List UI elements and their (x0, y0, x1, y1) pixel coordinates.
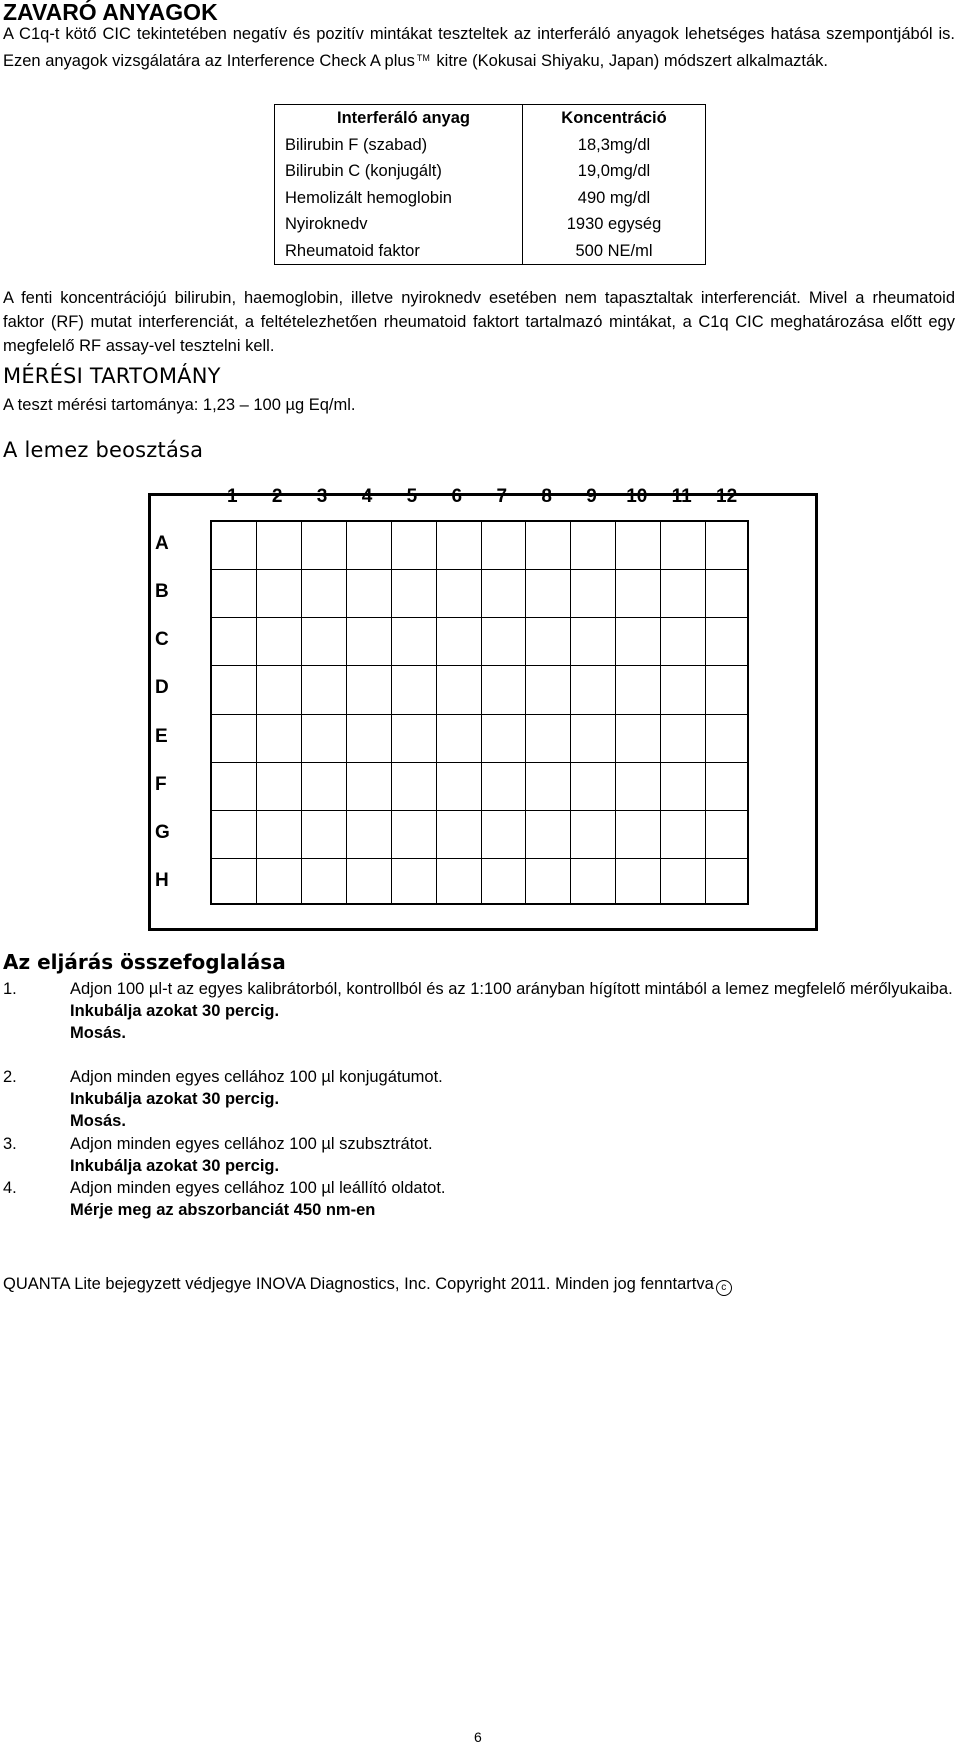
section-title-procedure: Az eljárás összefoglalása (3, 950, 286, 974)
plate-column-divider (615, 522, 616, 903)
plate-grid (210, 520, 749, 905)
plate-row-label: B (155, 581, 169, 603)
footer-copyright (3, 1275, 732, 1296)
table-cell-concentration: 1930 egység (523, 211, 706, 238)
plate-column-divider (301, 522, 302, 903)
plate-row-label: D (155, 677, 169, 699)
section-title-range: MÉRÉSI TARTOMÁNY (3, 364, 221, 388)
table-cell-concentration: 490 mg/dl (523, 185, 706, 212)
step-number: 4. (3, 1179, 17, 1197)
plate-row-label: C (155, 629, 169, 651)
step-text: Adjon 100 µl-t az egyes kalibrátorból, kontrollból és az 1:100 arányban hígított mintából a lemez megfelelő mérőlyukaiba. (70, 980, 953, 998)
section-title-plate: A lemez beosztása (3, 438, 204, 462)
table-cell-substance: Nyiroknedv (285, 215, 368, 233)
procedure-step-4 (3, 1177, 955, 1221)
plate-layout-diagram (148, 486, 818, 931)
intro-text-part1: A C1q-t kötő CIC tekintetében negatív és pozitív mintákat teszteltek az interferáló anyagok lehetséges hatása szempontjából is. Ezen anyagok vizsgálatára az Interference Check A plus (3, 25, 955, 70)
plate-row-divider (212, 617, 747, 618)
step-text: Adjon minden egyes cellához 100 µl szubsztrátot. (70, 1135, 433, 1153)
plate-column-divider (660, 522, 661, 903)
plate-row-divider (212, 665, 747, 666)
plate-column-divider (705, 522, 706, 903)
plate-column-label: 8 (541, 486, 552, 507)
interference-conclusion: A fenti koncentrációjú bilirubin, haemoglobin, illetve nyiroknedv esetében nem tapasztaltak interferenciát. Mivel a rheumatoid faktor (RF) mutat interferenciát, a feltételezhetően rheumatoid faktort tartalmazó mintákat, a C1q CIC meghatározása előtt egy megfelelő RF assay-vel tesztelni kell. (3, 289, 955, 355)
plate-row-divider (212, 569, 747, 570)
table-cell-substance: Rheumatoid faktor (285, 241, 420, 260)
table-row (275, 211, 706, 238)
table-cell-concentration: 18,3mg/dl (523, 132, 706, 159)
plate-column-label: 6 (451, 486, 463, 507)
step-text: Adjon minden egyes cellához 100 µl leállító oldatot. (70, 1179, 446, 1197)
plate-column-label: 12 (716, 486, 738, 507)
trademark-mark: TM (416, 53, 430, 63)
step-measure: Mérje meg az abszorbanciát 450 nm-en (70, 1201, 376, 1219)
plate-column-label: 3 (316, 486, 328, 507)
plate-column-label: 1 (226, 486, 238, 507)
step-wash: Mosás. (70, 1112, 126, 1130)
step-number: 3. (3, 1135, 17, 1153)
step-incubate: Inkubálja azokat 30 percig. (70, 1002, 280, 1020)
plate-column-divider (525, 522, 526, 903)
table-cell-substance: Hemolizált hemoglobin (285, 188, 452, 207)
procedure-step-3 (3, 1133, 955, 1177)
footer-text: QUANTA Lite bejegyzett védjegye INOVA Diagnostics, Inc. Copyright 2011. Minden jog fenntartva (3, 1275, 714, 1293)
table-row (275, 238, 706, 265)
interference-table (274, 104, 706, 265)
interfering-intro (3, 22, 955, 73)
plate-row-label: H (155, 869, 169, 891)
step-number: 1. (3, 980, 17, 998)
plate-column-label: 5 (406, 486, 418, 507)
plate-column-divider (570, 522, 571, 903)
plate-row-divider (212, 714, 747, 715)
plate-column-label: 4 (361, 486, 373, 507)
plate-column-divider (346, 522, 347, 903)
plate-column-divider (436, 522, 437, 903)
copyright-icon: c (716, 1280, 732, 1296)
plate-row-divider (212, 762, 747, 763)
plate-row-divider (212, 810, 747, 811)
plate-row-label: F (155, 773, 167, 795)
plate-column-label: 11 (671, 486, 692, 507)
table-cell-concentration: 500 NE/ml (523, 238, 706, 265)
range-text: A teszt mérési tartománya: 1,23 – 100 µg Eq/ml. (3, 396, 356, 414)
table-row (275, 158, 706, 185)
plate-row-divider (212, 858, 747, 859)
table-cell-concentration: 19,0mg/dl (523, 158, 706, 185)
step-incubate: Inkubálja azokat 30 percig. (70, 1157, 280, 1175)
table-cell-substance: Bilirubin F (szabad) (285, 135, 428, 154)
table-cell-substance: Bilirubin C (konjugált) (285, 162, 442, 180)
procedure-step-2 (3, 1066, 955, 1132)
step-number: 2. (3, 1068, 17, 1086)
plate-column-label: 10 (626, 486, 648, 507)
plate-column-divider (481, 522, 482, 903)
table-header-row (275, 105, 706, 132)
page-number: 6 (474, 1729, 482, 1745)
plate-row-label: E (155, 725, 168, 747)
plate-row-label: A (155, 533, 169, 555)
table-row (275, 185, 706, 212)
plate-column-label: 2 (271, 486, 283, 507)
section-title-interfering: ZAVARÓ ANYAGOK (3, 0, 218, 25)
plate-column-divider (391, 522, 392, 903)
step-text: Adjon minden egyes cellához 100 µl konjugátumot. (70, 1068, 443, 1086)
plate-column-label: 7 (496, 486, 508, 507)
plate-column-label: 9 (586, 486, 597, 507)
plate-column-divider (256, 522, 257, 903)
step-wash: Mosás. (70, 1024, 126, 1042)
intro-text-part2: kitre (Kokusai Shiyaku, Japan) módszert alkalmazták. (436, 52, 828, 70)
table-header-substance: Interferáló anyag (337, 109, 470, 127)
procedure-step-1 (3, 978, 955, 1066)
table-header-concentration: Koncentráció (523, 105, 706, 132)
step-incubate: Inkubálja azokat 30 percig. (70, 1090, 280, 1108)
plate-row-label: G (155, 821, 170, 843)
table-row (275, 132, 706, 159)
